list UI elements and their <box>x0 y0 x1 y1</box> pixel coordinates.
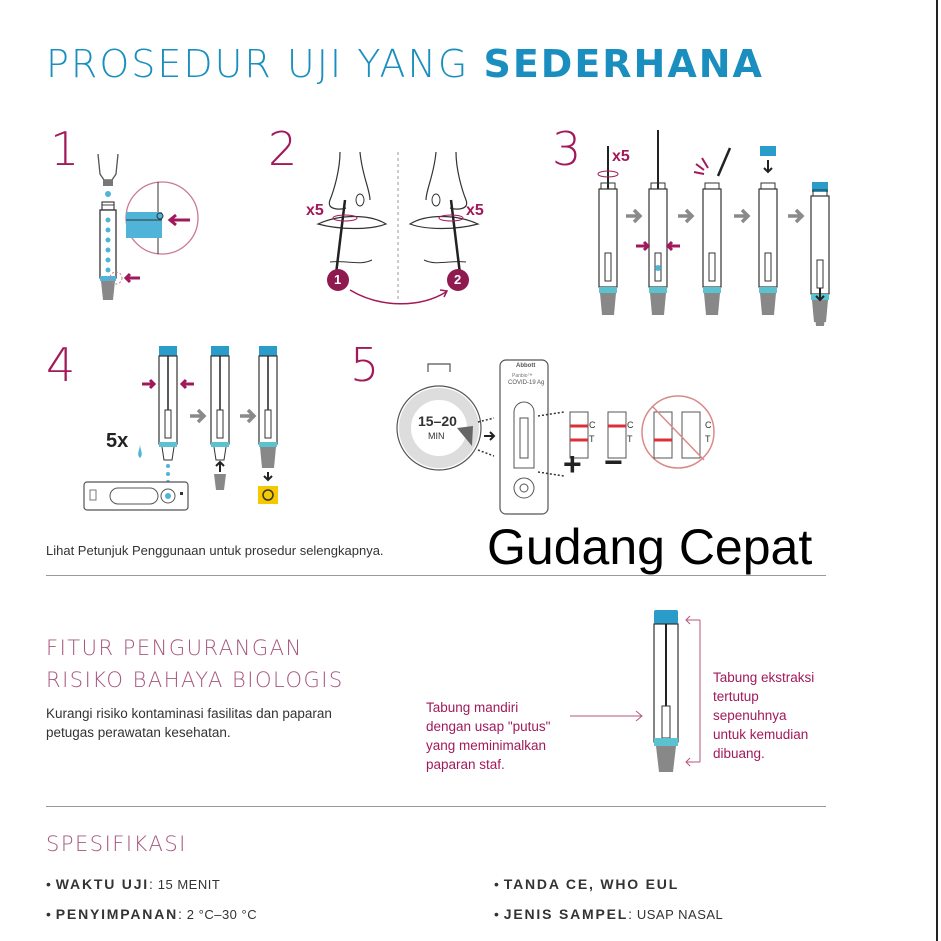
watermark: Gudang Cepat <box>487 519 813 575</box>
divider-2 <box>46 806 826 807</box>
spec-key: WAKTU UJI <box>55 876 149 892</box>
step-2-right-count: x5 <box>466 202 484 219</box>
negative-symbol: − <box>604 444 623 480</box>
spec-item-test-time: • WAKTU UJI: 15 MENIT <box>46 876 221 892</box>
timer-unit: MIN <box>428 431 445 441</box>
instructions-note: Lihat Petunjuk Penggunaan untuk prosedur selengkapnya. <box>46 543 384 558</box>
spec-value: 15 MENIT <box>157 877 221 892</box>
invalid-c-label: C <box>705 420 712 430</box>
callout-left-line: Tabung mandiri <box>426 700 519 715</box>
spec-value: USAP NASAL <box>636 907 724 922</box>
negative-t-label: T <box>627 434 633 444</box>
step-5-read-result-illustration <box>398 356 738 516</box>
negative-c-label: C <box>627 420 634 430</box>
timer-value: 15–20 <box>418 413 457 429</box>
positive-t-label: T <box>589 434 595 444</box>
spec-value: 2 °C–30 °C <box>186 907 258 922</box>
step-1-illustration <box>90 150 210 310</box>
callout-left <box>426 698 550 774</box>
biohazard-title-line-1: FITUR PENGURANGAN <box>46 636 303 660</box>
positive-symbol: + <box>563 446 582 482</box>
specs-title: SPESIFIKASI <box>46 832 187 856</box>
callout-right-line: tertutup <box>713 689 759 704</box>
biohazard-title <box>46 632 344 696</box>
device-product: Panbio™ <box>512 373 533 379</box>
callout-right-line: untuk kemudian <box>713 727 809 742</box>
positive-c-label: C <box>589 420 596 430</box>
closed-tube-illustration <box>560 606 720 776</box>
device-name: COVID-19 Ag <box>508 380 545 386</box>
biohazard-description <box>46 704 376 742</box>
callout-left-line: paparan staf. <box>426 757 505 772</box>
step-5-number: 5 <box>350 338 380 392</box>
invalid-t-label: T <box>705 434 711 444</box>
step-2-number: 2 <box>268 122 298 176</box>
page-right-border <box>936 0 938 941</box>
title-light: PROSEDUR UJI YANG <box>46 42 470 86</box>
callout-left-line: dengan usap "putus" <box>426 719 551 734</box>
page-title <box>46 42 764 86</box>
step-4-drops-label: 5x <box>106 430 129 452</box>
spec-sep: : <box>149 876 154 892</box>
callout-right-line: Tabung ekstraksi <box>713 670 815 685</box>
spec-item-storage: • PENYIMPANAN: 2 °C–30 °C <box>46 906 258 922</box>
step-2-badge-2: 2 <box>454 272 462 287</box>
biohazard-description-line-2: petugas perawatan kesehatan. <box>46 725 231 740</box>
spec-key: JENIS SAMPEL <box>503 906 629 922</box>
step-2-left-count: x5 <box>306 202 324 219</box>
spec-sep: : <box>628 906 633 922</box>
spec-item-sample-type: • JENIS SAMPEL: USAP NASAL <box>494 906 724 922</box>
callout-right <box>713 668 814 763</box>
biohazard-title-line-2: RISIKO BAHAYA BIOLOGIS <box>46 668 344 692</box>
step-1-number: 1 <box>50 122 80 176</box>
device-brand: Abbott <box>516 363 536 369</box>
step-4-number: 4 <box>46 338 76 392</box>
step-4-dispense-illustration <box>80 344 300 514</box>
divider-1 <box>46 575 826 576</box>
spec-key: PENYIMPANAN <box>55 906 179 922</box>
step-3-number: 3 <box>552 122 582 176</box>
biohazard-description-line-1: Kurangi risiko kontaminasi fasilitas dan paparan <box>46 706 332 721</box>
spec-item-certification: • TANDA CE, WHO EUL <box>494 876 680 892</box>
spec-key: TANDA CE, WHO EUL <box>503 876 680 892</box>
step-3-rotate-count: x5 <box>612 148 630 165</box>
step-2-badge-1: 1 <box>334 272 342 287</box>
callout-left-line: yang meminimalkan <box>426 738 547 753</box>
step-2-nasal-swab-illustration <box>300 150 500 310</box>
title-bold: SEDERHANA <box>483 42 764 86</box>
spec-sep: : <box>178 906 183 922</box>
callout-right-line: dibuang. <box>713 746 765 761</box>
callout-right-line: sepenuhnya <box>713 708 787 723</box>
